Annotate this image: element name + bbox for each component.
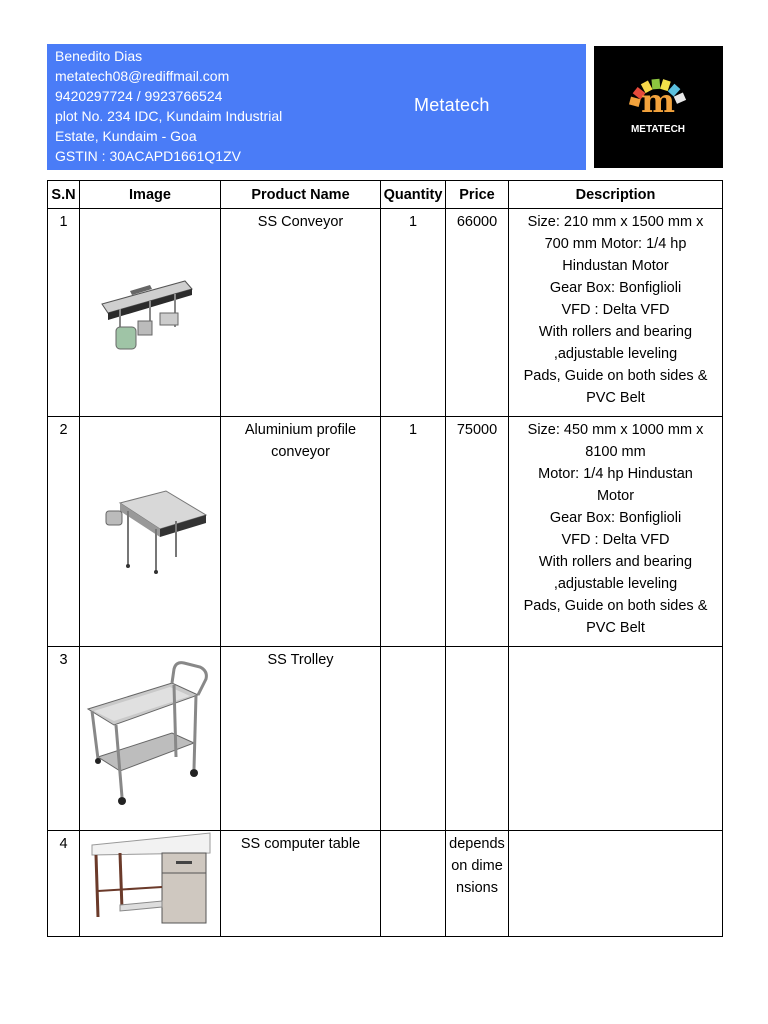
table-row: [48, 647, 723, 831]
cell-price: [446, 647, 509, 831]
conveyor-image-icon: [80, 209, 221, 409]
contact-email[interactable]: metatech08@rediffmail.com: [55, 68, 230, 84]
company-logo: [594, 46, 723, 168]
description-line: Gear Box: Bonfiglioli: [549, 280, 682, 296]
metatech-logo-icon: [594, 46, 723, 168]
description-line: PVC Belt: [586, 390, 645, 406]
cell-description: [509, 647, 723, 831]
cell-description: [509, 209, 723, 417]
computer-table-image-icon: [80, 831, 221, 929]
cell-description: [509, 417, 723, 647]
cell-quantity: 1: [381, 417, 446, 647]
col-header-quantity: Quantity: [381, 181, 446, 209]
cell-price: 66000: [446, 209, 509, 417]
cell-image: [80, 209, 221, 417]
description-line: ,adjustable leveling: [553, 576, 678, 592]
cell-description: [509, 831, 723, 937]
description-line: VFD : Delta VFD: [561, 302, 670, 318]
seller-header: [47, 44, 586, 170]
cell-price: 75000: [446, 417, 509, 647]
contact-phone: 9420297724 / 9923766524: [55, 88, 223, 104]
description-line: With rollers and bearing: [538, 324, 693, 340]
table-header-row: [48, 181, 723, 209]
description-line: Gear Box: Bonfiglioli: [549, 510, 682, 526]
cell-product-name: SS computer table: [221, 831, 381, 937]
cell-image: [80, 417, 221, 647]
col-header-sn: S.N: [48, 181, 80, 209]
cell-price: depends on dimensions: [446, 831, 509, 937]
description-line: PVC Belt: [586, 620, 645, 636]
description-line: VFD : Delta VFD: [561, 532, 670, 548]
trolley-image-icon: [80, 647, 221, 823]
logo-wordmark: METATECH: [630, 124, 686, 135]
description-line: 700 mm Motor: 1/4 hp: [544, 236, 687, 252]
contact-details: [55, 46, 282, 166]
cell-quantity: [381, 831, 446, 937]
description-line: Motor: 1/4 hp Hindustan: [538, 466, 693, 482]
description-line: Size: 450 mm x 1000 mm x: [527, 422, 704, 438]
cell-quantity: [381, 647, 446, 831]
description-line: Pads, Guide on both sides &: [523, 598, 708, 614]
company-name: Metatech: [414, 95, 490, 115]
contact-gstin: GSTIN : 30ACAPD1661Q1ZV: [55, 148, 241, 164]
col-header-product-name: Product Name: [221, 181, 381, 209]
cell-sn: 4: [48, 831, 80, 937]
description-line: Pads, Guide on both sides &: [523, 368, 708, 384]
cell-image: [80, 831, 221, 937]
cell-image: [80, 647, 221, 831]
description-line: Size: 210 mm x 1500 mm x: [527, 214, 704, 230]
description-line: ,adjustable leveling: [553, 346, 678, 362]
description-line: 8100 mm: [585, 444, 646, 460]
contact-address-line-1: plot No. 234 IDC, Kundaim Industrial: [55, 108, 283, 124]
cell-product-name: SS Conveyor: [221, 209, 381, 417]
cell-sn: 2: [48, 417, 80, 647]
cell-quantity: 1: [381, 209, 446, 417]
contact-name: Benedito Dias: [55, 48, 143, 64]
products-table: [47, 180, 723, 937]
description-line: With rollers and bearing: [538, 554, 693, 570]
cell-product-name: SS Trolley: [221, 647, 381, 831]
description-line: Motor: [596, 488, 635, 504]
cell-sn: 1: [48, 209, 80, 417]
table-row: [48, 831, 723, 937]
aluminium-conveyor-image-icon: [80, 417, 221, 639]
logo-letter: m: [641, 82, 675, 120]
col-header-description: Description: [509, 181, 723, 209]
col-header-image: Image: [80, 181, 221, 209]
description-line: Hindustan Motor: [562, 258, 669, 274]
cell-product-name: Aluminium profile conveyor: [221, 417, 381, 647]
cell-sn: 3: [48, 647, 80, 831]
table-row: [48, 209, 723, 417]
col-header-price: Price: [446, 181, 509, 209]
table-row: [48, 417, 723, 647]
contact-address-line-2: Estate, Kundaim - Goa: [55, 128, 197, 144]
